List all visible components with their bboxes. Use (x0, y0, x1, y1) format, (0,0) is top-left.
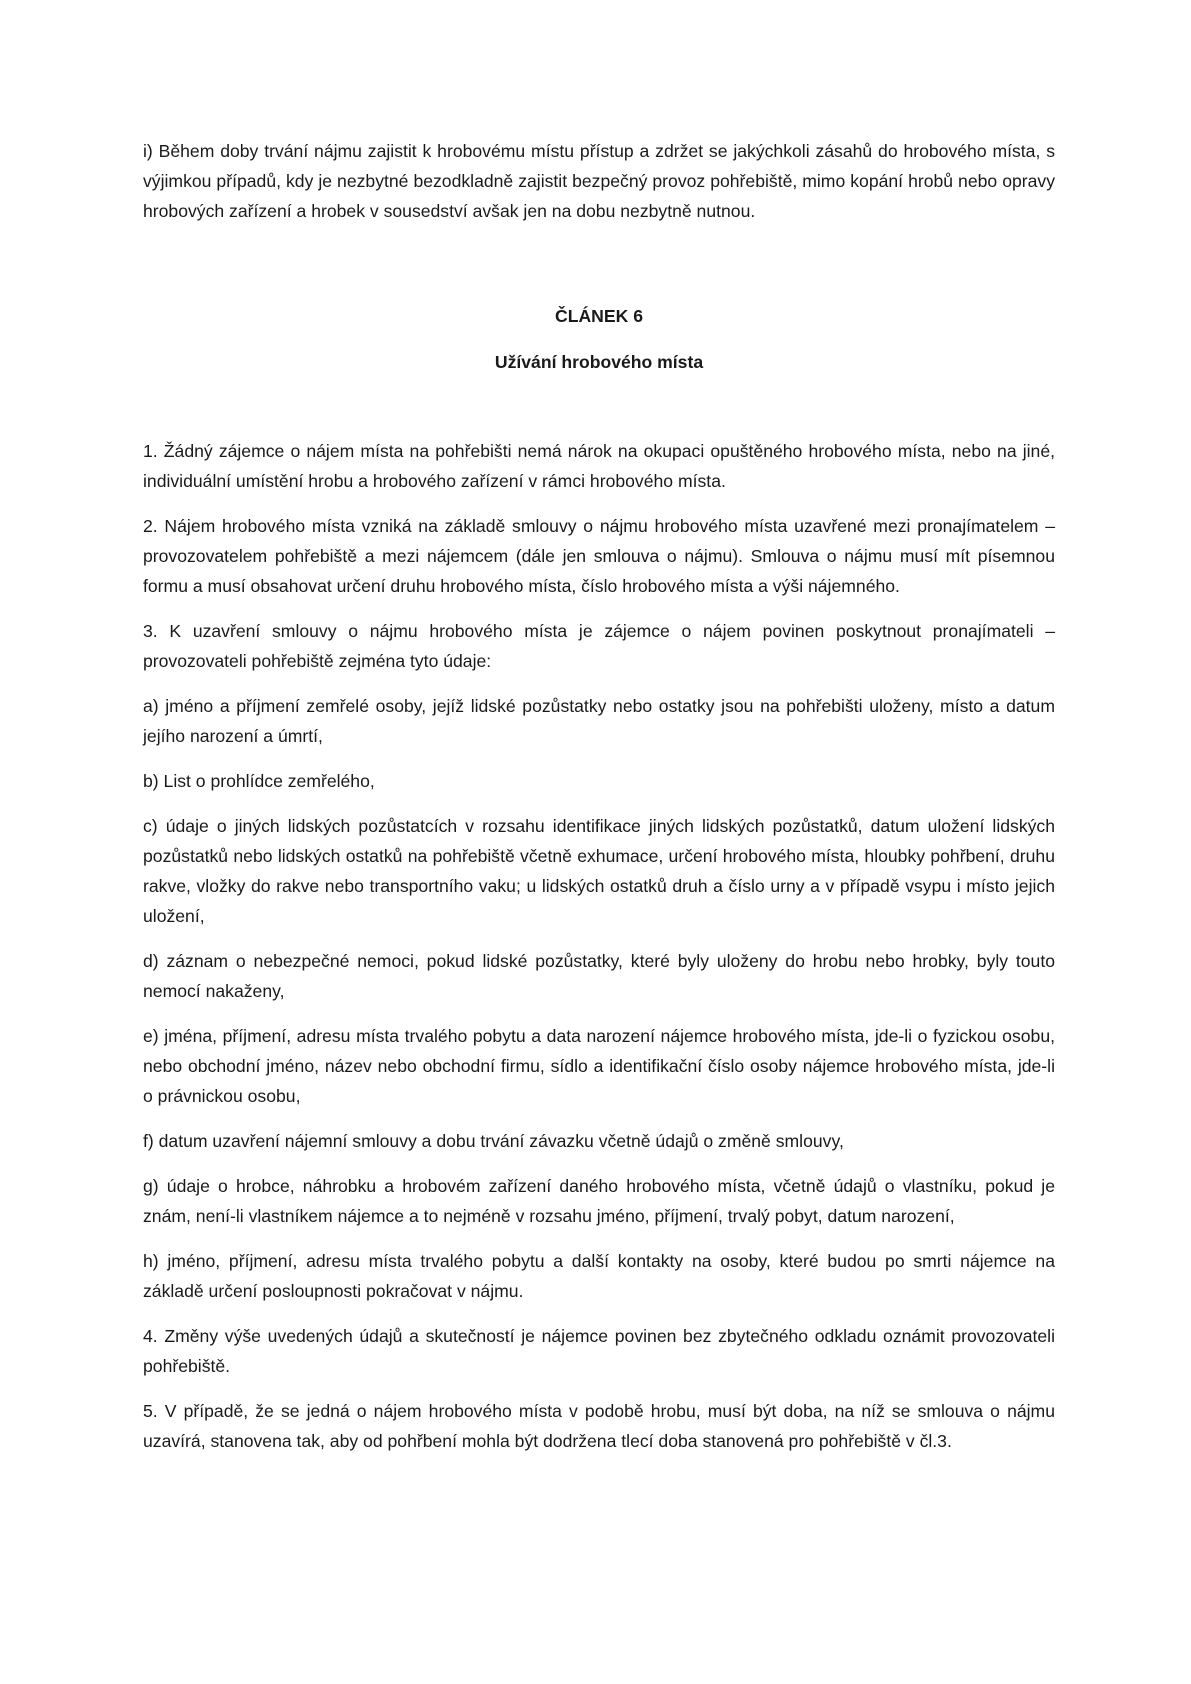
paragraph-4: 4. Změny výše uvedených údajů a skutečností je nájemce povinen bez zbytečného odkladu oznámit provozovateli pohřebiště. (143, 1326, 1055, 1376)
item-g: g) údaje o hrobce, náhrobku a hrobovém zařízení daného hrobového místa, včetně údajů o vlastníku, pokud je znám, není-li vlastníkem nájemce a to nejméně v rozsahu jméno, příjmení, trvalý pobyt, datum narození, (143, 1176, 1055, 1226)
article-number: ČLÁNEK 6 (555, 306, 643, 326)
paragraph-3: 3. K uzavření smlouvy o nájmu hrobového místa je zájemce o nájem povinen poskytnout pronajímateli – provozovateli pohřebiště zejména tyto údaje: (143, 621, 1055, 671)
item-c: c) údaje o jiných lidských pozůstatcích v rozsahu identifikace jiných lidských pozůstatků, datum uložení lidských pozůstatků nebo lidských ostatků na pohřebiště včetně exhumace, určení hrobového místa, hloubky pohřbení, druhu rakve, vložky do rakve nebo transportního vaku; u lidských ostatků druh a číslo urny a v případě vsypu i místo jejich uložení, (143, 816, 1055, 926)
document-page (143, 136, 1055, 1471)
intro-paragraph: i) Během doby trvání nájmu zajistit k hrobovému místu přístup a zdržet se jakýchkoli zásahů do hrobového místa, s výjimkou případů, kdy je nezbytné bezodkladně zajistit bezpečný provoz pohřebiště, mimo kopání hrobů nebo opravy hrobových zařízení a hrobek v sousedství avšak jen na dobu nezbytně nutnou. (143, 141, 1055, 221)
paragraph-2: 2. Nájem hrobového místa vzniká na základě smlouvy o nájmu hrobového místa uzavřené mezi pronajímatelem – provozovatelem pohřebiště a mezi nájemcem (dále jen smlouva o nájmu). Smlouva o nájmu musí mít písemnou formu a musí obsahovat určení druhu hrobového místa, číslo hrobového místa a výši nájemného. (143, 516, 1055, 596)
item-h: h) jméno, příjmení, adresu místa trvalého pobytu a další kontakty na osoby, které budou po smrti nájemce na základě určení posloupnosti pokračovat v nájmu. (143, 1251, 1055, 1301)
article-body (143, 436, 1055, 1456)
item-f: f) datum uzavření nájemní smlouvy a dobu trvání závazku včetně údajů o změně smlouvy, (143, 1131, 844, 1151)
item-d: d) záznam o nebezpečné nemoci, pokud lidské pozůstatky, které byly uloženy do hrobu nebo hrobky, byly touto nemocí nakaženy, (143, 951, 1055, 1001)
paragraph-5: 5. V případě, že se jedná o nájem hrobového místa v podobě hrobu, musí být doba, na níž se smlouva o nájmu uzavírá, stanovena tak, aby od pohřbení mohla být dodržena tlecí doba stanovená pro pohřebiště v čl.3. (143, 1401, 1055, 1451)
item-b: b) List o prohlídce zemřelého, (143, 771, 375, 791)
item-e: e) jména, příjmení, adresu místa trvalého pobytu a data narození nájemce hrobového místa, jde-li o fyzickou osobu, nebo obchodní jméno, název nebo obchodní firmu, sídlo a identifikační číslo osoby nájemce hrobového místa, jde-li o právnickou osobu, (143, 1026, 1055, 1106)
item-a: a) jméno a příjmení zemřelé osoby, jejíž lidské pozůstatky nebo ostatky jsou na pohřebišti uloženy, místo a datum jejího narození a úmrtí, (143, 696, 1055, 746)
article-title: Užívání hrobového místa (494, 352, 704, 372)
paragraph-1: 1. Žádný zájemce o nájem místa na pohřebišti nemá nárok na okupaci opuštěného hrobového místa, nebo na jiné, individuální umístění hrobu a hrobového zařízení v rámci hrobového místa. (143, 441, 1055, 491)
